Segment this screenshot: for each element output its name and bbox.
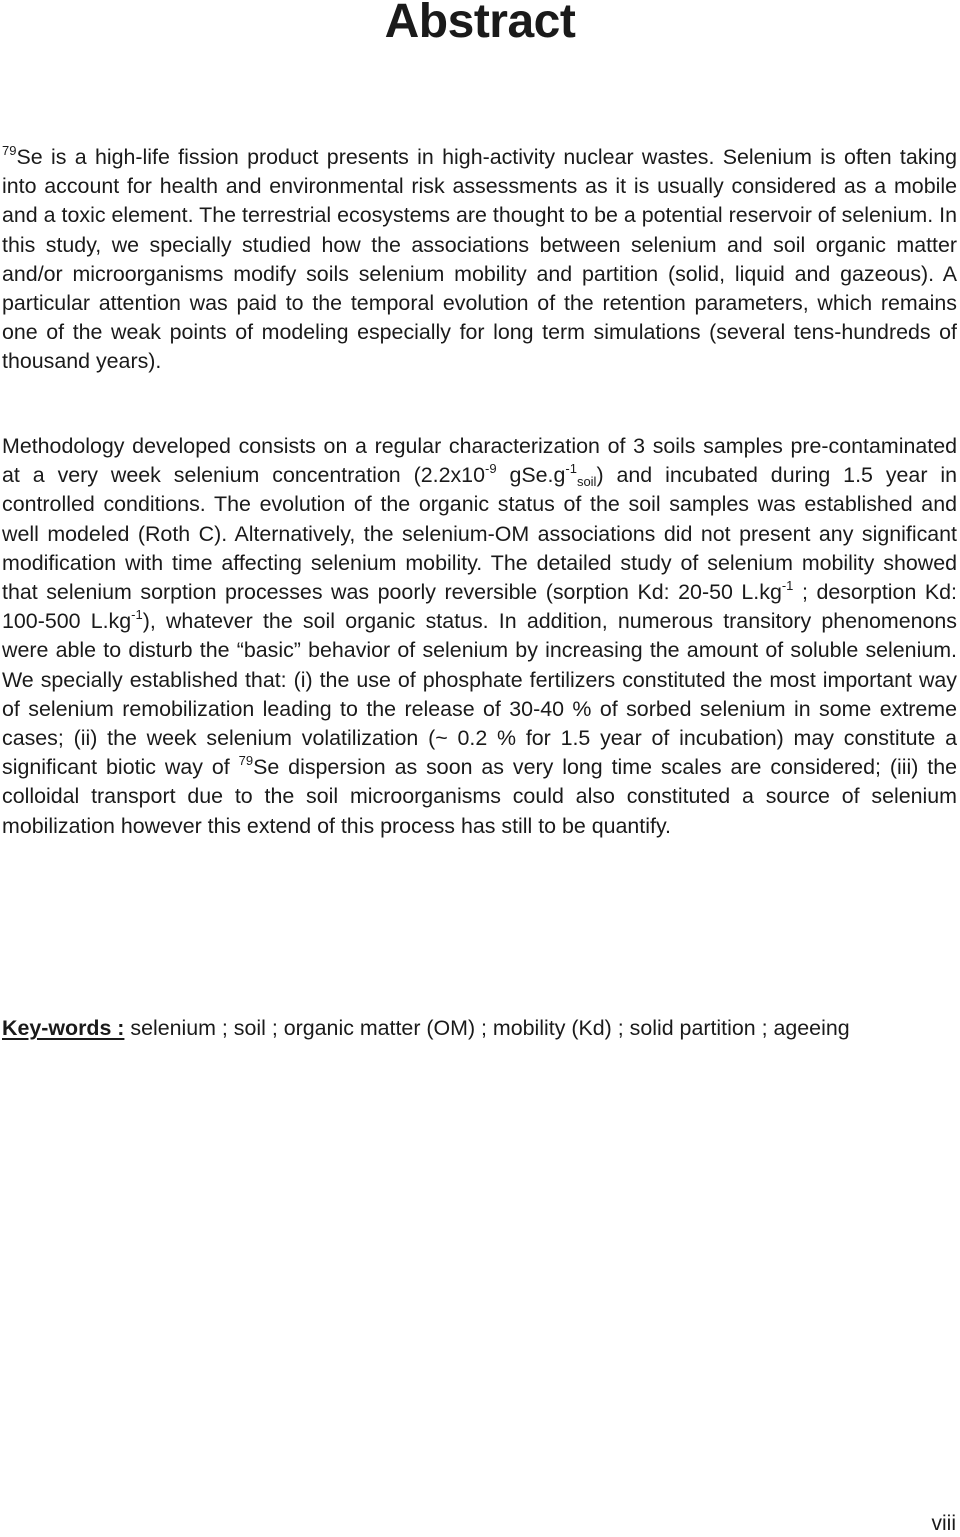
paragraph-2-text-part-3: ) and incubated during 1.5 year in controlled conditions. The evolution of the organic status of the soil samples was established and well modeled (Roth C). Alternatively, the selenium-OM associations did not present any significant modification with time affecting selenium mobility. The detailed study of selenium mobility showed that selenium sorption processes was poorly reversible (sorption Kd: 20-50 L.kg (2, 463, 958, 605)
isotope-superscript: 79 (238, 753, 254, 769)
paragraph-2-text-part-6: Se dispersion as soon as very long time scales are considered; (iii) the colloidal transport due to the soil microorganisms could also constituted a source of selenium mobilization however this extend of this process has still to be quantify. (2, 755, 957, 838)
paragraph-2-text-part-4: ; desorption Kd: 100-500 L.kg (2, 580, 957, 634)
page-number: viii (931, 1512, 956, 1535)
exponent-superscript: -1 (131, 607, 143, 623)
abstract-paragraph-2 (2, 432, 957, 841)
soil-subscript: soil (576, 474, 597, 490)
paragraph-2-text-part-2: gSe.g (496, 463, 566, 488)
keywords-label: Key-words : (2, 1016, 125, 1040)
isotope-superscript: 79 (2, 143, 17, 158)
exponent-superscript: -1 (565, 461, 577, 477)
paragraph-1-text: Se is a high-life fission product presents in high-activity nuclear wastes. Selenium is often taking into account for health and environmental risk assessments as it is usually considered as a mobile and a toxic element. The terrestrial ecosystems are thought to be a potential reservoir of selenium. In this study, we specially studied how the associations between selenium and soil organic matter and/or microorganisms modify soils selenium mobility and partition (solid, liquid and gazeous). A particular attention was paid to the temporal evolution of the retention parameters, which remains one of the weak points of modeling especially for long term simulations (several tens-hundreds of thousand years). (2, 145, 957, 374)
keywords-line (2, 1006, 957, 1050)
exponent-superscript: -9 (484, 461, 497, 477)
paragraph-2-text-part-1: Methodology developed consists on a regular characterization of 3 soils samples pre-contaminated at a very week selenium concentration (2.2x10 (2, 434, 957, 488)
exponent-superscript: -1 (781, 578, 794, 594)
paragraph-2-text-part-5: ), whatever the soil organic status. In addition, numerous transitory phenomenons were able to disturb the “basic” behavior of selenium by increasing the amount of soluble selenium. We specially established that: (i) the use of phosphate fertilizers constituted the most important way of selenium remobilization leading to the release of 30-40 % of sorbed selenium in some extreme cases; (ii) the week selenium volatilization (~ 0.2 % for 1.5 year of incubation) may constitute a significant biotic way of (2, 609, 957, 780)
keywords-text: selenium ; soil ; organic matter (OM) ; mobility (Kd) ; solid partition ; ageeing (130, 1016, 850, 1040)
page-title: Abstract (384, 0, 576, 48)
abstract-paragraph-1 (2, 143, 957, 377)
